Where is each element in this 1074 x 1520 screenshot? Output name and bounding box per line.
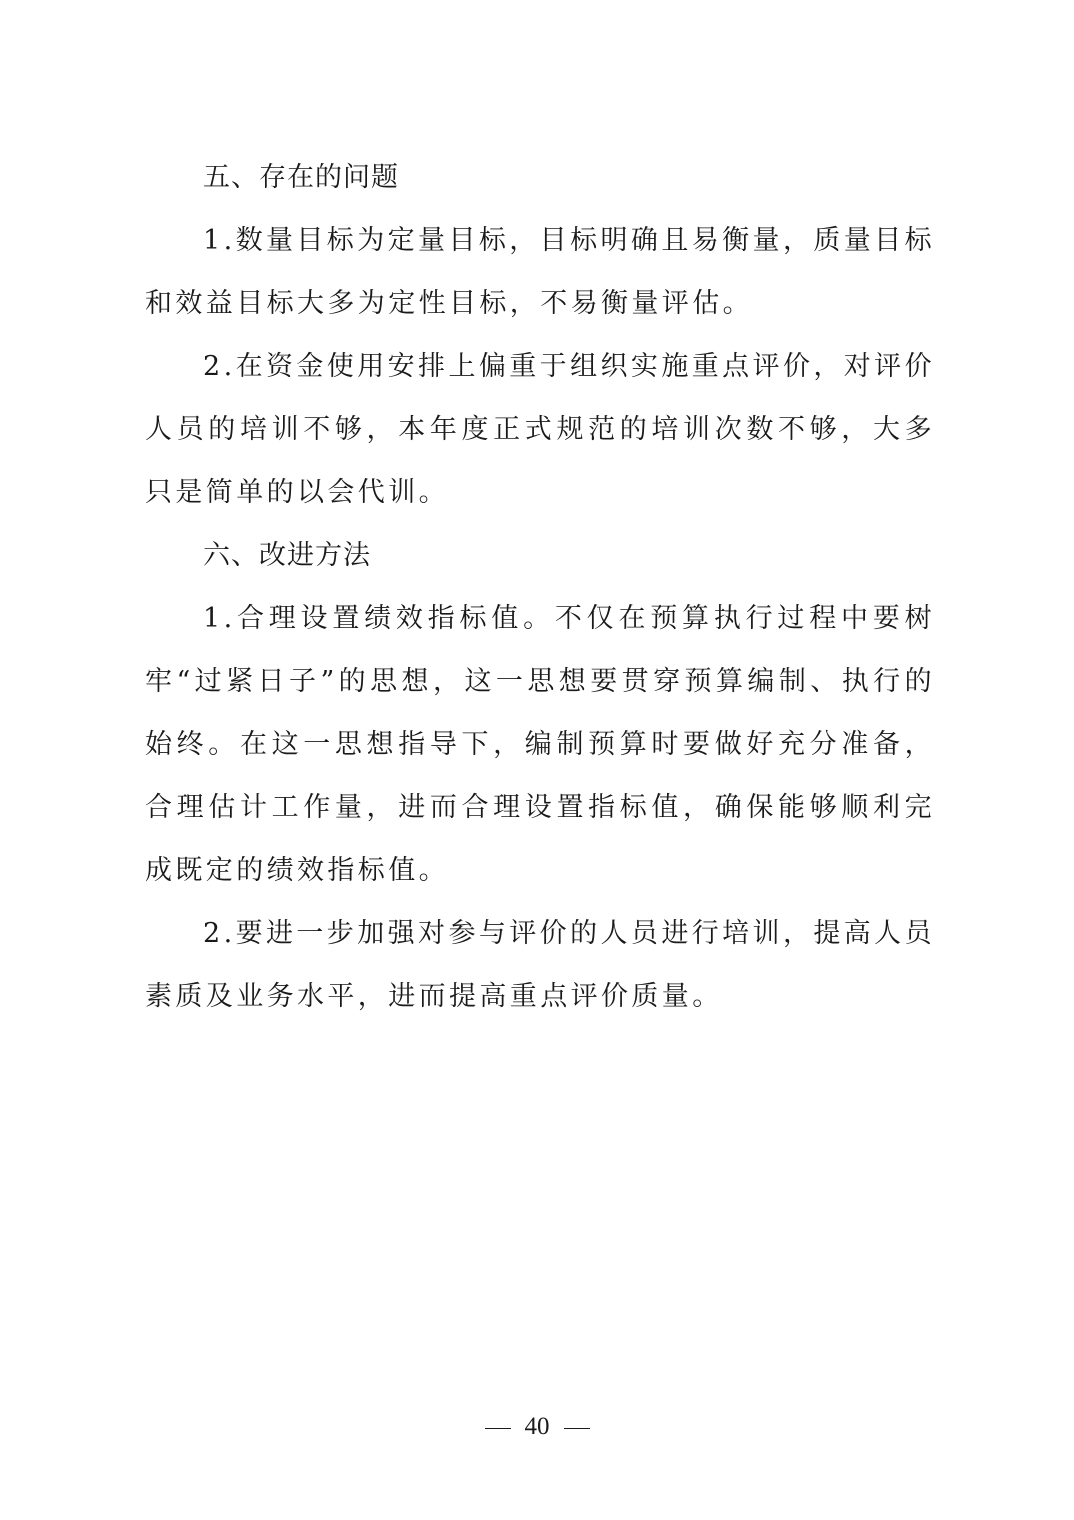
page-content xyxy=(145,146,935,1028)
section-heading-improvements: 六、改进方法 xyxy=(203,540,371,571)
paragraph-problem-2: 2.在资金使用安排上偏重于组织实施重点评价，对评价人员的培训不够，本年度正式规范的培训次数不够，大多只是简单的以会代训。 xyxy=(145,351,935,508)
paragraph-problem-1: 1.数量目标为定量目标，目标明确且易衡量，质量目标和效益目标大多为定性目标，不易衡量评估。 xyxy=(145,225,935,319)
footer-left-dash xyxy=(485,1428,511,1430)
paragraph-improvement-1: 1.合理设置绩效指标值。不仅在预算执行过程中要树牢“过紧日子”的思想，这一思想要贯穿预算编制、执行的始终。在这一思想指导下，编制预算时要做好充分准备，合理估计工作量，进而合理设置指标值，确保能够顺利完成既定的绩效指标值。 xyxy=(145,603,935,886)
footer-right-dash xyxy=(564,1428,590,1430)
section-heading-problems: 五、存在的问题 xyxy=(203,162,399,193)
page-footer xyxy=(0,1407,1074,1447)
page-number: 40 xyxy=(524,1413,550,1440)
paragraph-improvement-2: 2.要进一步加强对参与评价的人员进行培训，提高人员素质及业务水平，进而提高重点评价质量。 xyxy=(145,918,935,1012)
